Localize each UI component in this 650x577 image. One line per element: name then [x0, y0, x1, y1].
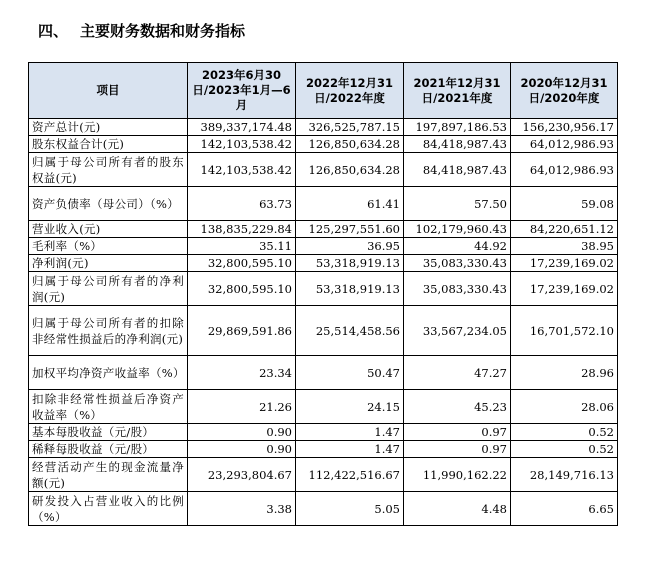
- row-label: 稀释每股收益（元/股）: [29, 441, 188, 458]
- row-label: 加权平均净资产收益率（%）: [29, 356, 188, 390]
- cell-value: 142,103,538.42: [188, 153, 296, 187]
- cell-value: 125,297,551.60: [296, 221, 404, 238]
- header-item: 项目: [29, 63, 188, 119]
- cell-value: 142,103,538.42: [188, 136, 296, 153]
- cell-value: 0.52: [511, 441, 618, 458]
- cell-value: 126,850,634.28: [296, 136, 404, 153]
- cell-value: 0.90: [188, 424, 296, 441]
- section-number: 四、: [38, 22, 69, 40]
- cell-value: 57.50: [404, 187, 511, 221]
- row-label: 资产负债率（母公司）（%）: [29, 187, 188, 221]
- table-row: [29, 238, 618, 255]
- cell-value: 0.97: [404, 441, 511, 458]
- cell-value: 59.08: [511, 187, 618, 221]
- cell-value: 63.73: [188, 187, 296, 221]
- cell-value: 25,514,458.56: [296, 306, 404, 356]
- table-row: [29, 187, 618, 221]
- table-row: [29, 356, 618, 390]
- table-row: [29, 441, 618, 458]
- cell-value: 197,897,186.53: [404, 119, 511, 136]
- cell-value: 53,318,919.13: [296, 255, 404, 272]
- cell-value: 61.41: [296, 187, 404, 221]
- cell-value: 11,990,162.22: [404, 458, 511, 492]
- table-row: [29, 119, 618, 136]
- cell-value: 126,850,634.28: [296, 153, 404, 187]
- cell-value: 64,012,986.93: [511, 136, 618, 153]
- section-title: 主要财务数据和财务指标: [80, 22, 246, 40]
- row-label: 归属于母公司所有者的股东权益(元): [29, 153, 188, 187]
- cell-value: 4.48: [404, 492, 511, 526]
- header-2020: 2020年12月31日/2020年度: [511, 63, 618, 119]
- cell-value: 29,869,591.86: [188, 306, 296, 356]
- cell-value: 84,220,651.12: [511, 221, 618, 238]
- cell-value: 17,239,169.02: [511, 255, 618, 272]
- cell-value: 35.11: [188, 238, 296, 255]
- cell-value: 45.23: [404, 390, 511, 424]
- cell-value: 16,701,572.10: [511, 306, 618, 356]
- table-row: [29, 272, 618, 306]
- cell-value: 84,418,987.43: [404, 153, 511, 187]
- cell-value: 0.52: [511, 424, 618, 441]
- cell-value: 102,179,960.43: [404, 221, 511, 238]
- cell-value: 38.95: [511, 238, 618, 255]
- cell-value: 35,083,330.43: [404, 255, 511, 272]
- table-header-row: [29, 63, 618, 119]
- table-row: [29, 390, 618, 424]
- cell-value: 28.96: [511, 356, 618, 390]
- row-label: 扣除非经常性损益后净资产收益率（%）: [29, 390, 188, 424]
- row-label: 营业收入(元): [29, 221, 188, 238]
- cell-value: 6.65: [511, 492, 618, 526]
- cell-value: 50.47: [296, 356, 404, 390]
- cell-value: 21.26: [188, 390, 296, 424]
- cell-value: 33,567,234.05: [404, 306, 511, 356]
- cell-value: 36.95: [296, 238, 404, 255]
- row-label: 毛利率（%）: [29, 238, 188, 255]
- row-label: 研发投入占营业收入的比例（%）: [29, 492, 188, 526]
- cell-value: 112,422,516.67: [296, 458, 404, 492]
- cell-value: 138,835,229.84: [188, 221, 296, 238]
- header-2021: 2021年12月31日/2021年度: [404, 63, 511, 119]
- cell-value: 5.05: [296, 492, 404, 526]
- cell-value: 84,418,987.43: [404, 136, 511, 153]
- cell-value: 0.90: [188, 441, 296, 458]
- cell-value: 47.27: [404, 356, 511, 390]
- cell-value: 32,800,595.10: [188, 272, 296, 306]
- row-label: 经营活动产生的现金流量净额(元): [29, 458, 188, 492]
- header-2023h1: 2023年6月30日/2023年1月—6月: [188, 63, 296, 119]
- financial-indicators-table: [28, 62, 618, 526]
- row-label: 基本每股收益（元/股）: [29, 424, 188, 441]
- cell-value: 23,293,804.67: [188, 458, 296, 492]
- section-heading: [38, 20, 245, 41]
- cell-value: 28,149,716.13: [511, 458, 618, 492]
- row-label: 股东权益合计(元): [29, 136, 188, 153]
- table-row: [29, 492, 618, 526]
- cell-value: 64,012,986.93: [511, 153, 618, 187]
- row-label: 归属于母公司所有者的扣除非经常性损益后的净利润(元): [29, 306, 188, 356]
- cell-value: 156,230,956.17: [511, 119, 618, 136]
- cell-value: 44.92: [404, 238, 511, 255]
- cell-value: 0.97: [404, 424, 511, 441]
- table-row: [29, 136, 618, 153]
- cell-value: 53,318,919.13: [296, 272, 404, 306]
- table-row: [29, 221, 618, 238]
- cell-value: 326,525,787.15: [296, 119, 404, 136]
- table-row: [29, 153, 618, 187]
- row-label: 归属于母公司所有者的净利润(元): [29, 272, 188, 306]
- cell-value: 23.34: [188, 356, 296, 390]
- cell-value: 35,083,330.43: [404, 272, 511, 306]
- table-row: [29, 255, 618, 272]
- cell-value: 1.47: [296, 441, 404, 458]
- cell-value: 3.38: [188, 492, 296, 526]
- cell-value: 32,800,595.10: [188, 255, 296, 272]
- row-label: 净利润(元): [29, 255, 188, 272]
- cell-value: 389,337,174.48: [188, 119, 296, 136]
- cell-value: 1.47: [296, 424, 404, 441]
- table-row: [29, 458, 618, 492]
- header-2022: 2022年12月31日/2022年度: [296, 63, 404, 119]
- cell-value: 24.15: [296, 390, 404, 424]
- table-row: [29, 424, 618, 441]
- table-row: [29, 306, 618, 356]
- cell-value: 17,239,169.02: [511, 272, 618, 306]
- cell-value: 28.06: [511, 390, 618, 424]
- row-label: 资产总计(元): [29, 119, 188, 136]
